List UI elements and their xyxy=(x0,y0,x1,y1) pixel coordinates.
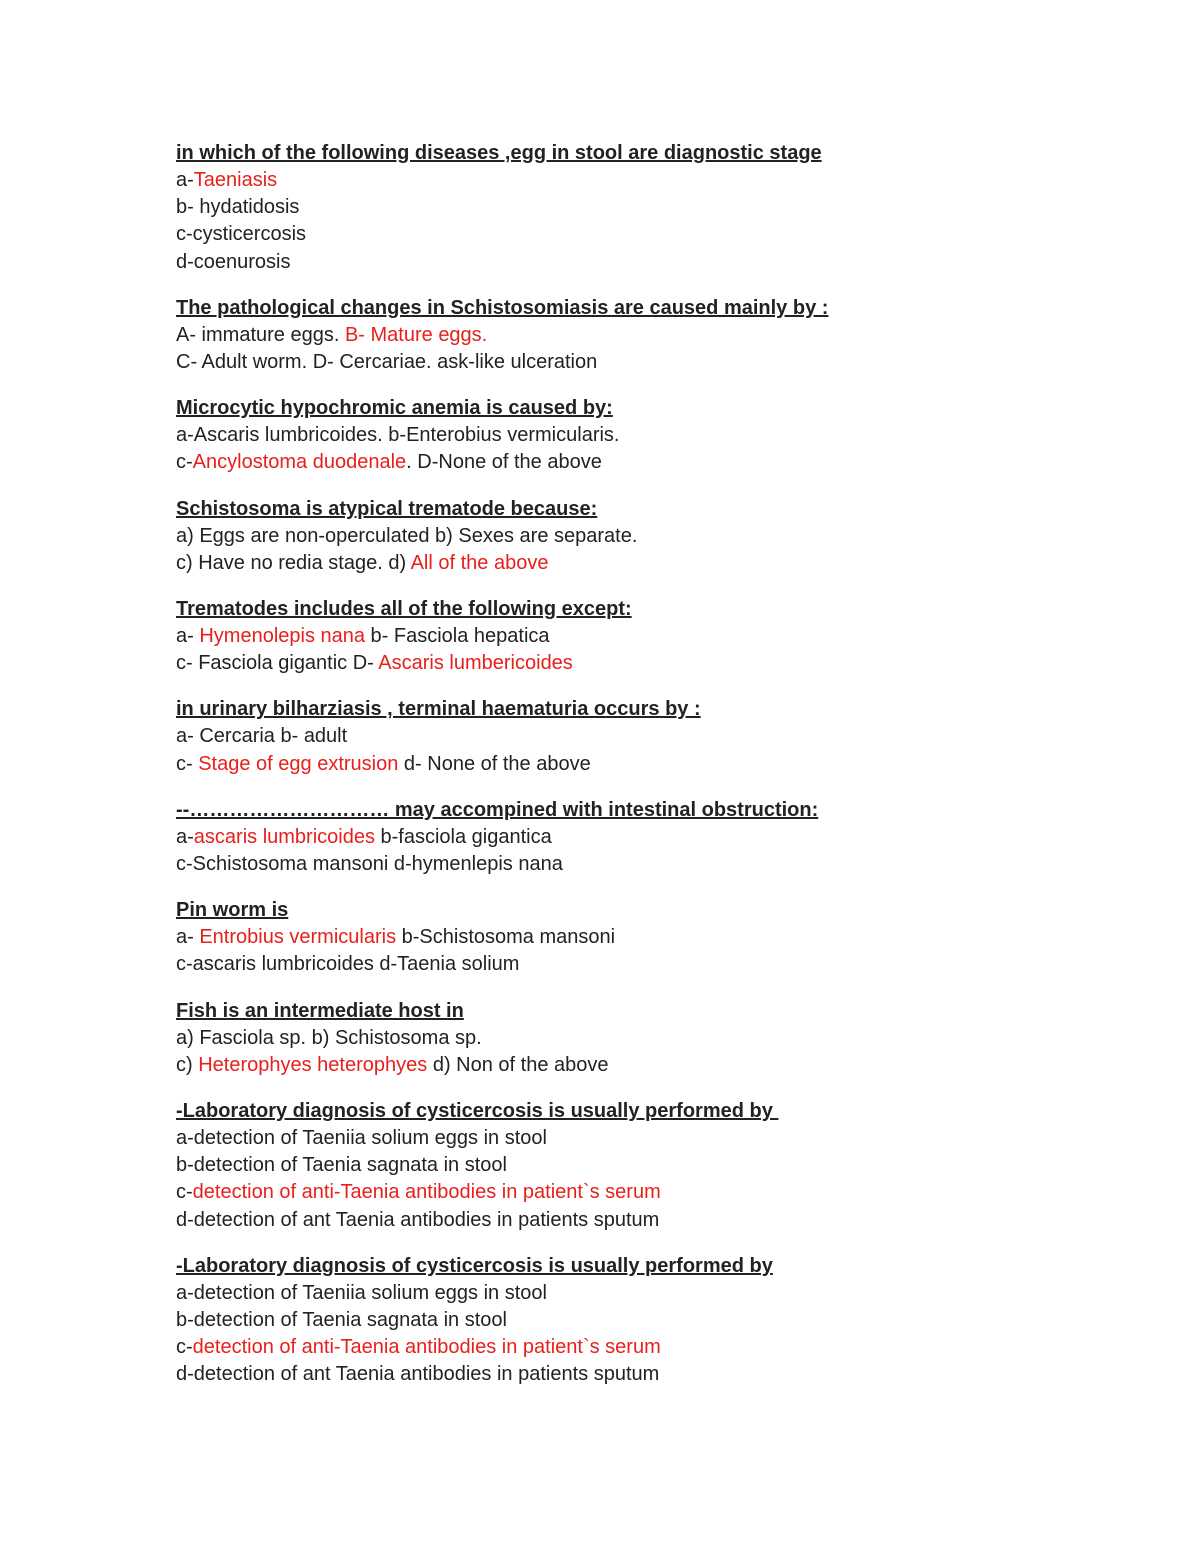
answer-option-line xyxy=(176,550,1036,577)
option-text: c- xyxy=(176,451,193,474)
question-text: Schistosoma is atypical trematode because: xyxy=(176,497,598,520)
answer-option-line xyxy=(176,1334,1036,1361)
option-text: c- xyxy=(176,1181,193,1204)
correct-answer-highlight: Stage of egg extrusion xyxy=(198,752,399,775)
option-text: a- Cercaria b- adult xyxy=(176,725,348,748)
answer-option-line xyxy=(176,723,1036,750)
option-text: c) Have no redia stage. d) xyxy=(176,551,411,574)
question-text: --………………………… may accompined with intestinal obstruction: xyxy=(176,798,819,821)
option-text: c-cysticercosis xyxy=(176,223,307,246)
question-text: -Laboratory diagnosis of cysticercosis is usually performed by xyxy=(176,1100,779,1123)
option-text: a) Eggs are non-operculated b) Sexes are separate. xyxy=(176,524,638,547)
option-text: c- xyxy=(176,752,199,775)
correct-answer-highlight: Ancylostoma duodenale xyxy=(192,451,407,474)
question-block xyxy=(176,496,1036,577)
answer-option-line xyxy=(176,1307,1036,1334)
question-text: in which of the following diseases ,egg in stool are diagnostic stage xyxy=(176,142,822,164)
question-block xyxy=(176,295,1036,376)
answer-option-line xyxy=(176,1207,1036,1234)
answer-option-line xyxy=(176,1280,1036,1307)
correct-answer-highlight: ascaris lumbricoides xyxy=(193,825,375,848)
option-text: a- xyxy=(176,625,200,648)
option-text: d-detection of ant Taenia antibodies in patients sputum xyxy=(176,1363,660,1386)
option-text: b-detection of Taenia sagnata in stool xyxy=(176,1309,507,1332)
option-text: c-ascaris lumbricoides d-Taenia solium xyxy=(176,953,520,976)
question-block xyxy=(176,897,1036,978)
answer-option-line xyxy=(176,1361,1036,1388)
answer-option-line xyxy=(176,924,1036,951)
answer-option-line xyxy=(176,1052,1036,1079)
correct-answer-highlight: detection of anti-Taenia antibodies in patient`s serum xyxy=(192,1181,661,1204)
option-text: b- hydatidosis xyxy=(176,196,300,219)
answer-option-line xyxy=(176,322,1036,349)
answer-option-line xyxy=(176,623,1036,650)
question-block xyxy=(176,1253,1036,1389)
question-text: Trematodes includes all of the following except: xyxy=(176,598,632,621)
answer-option-line xyxy=(176,1179,1036,1206)
correct-answer-highlight: Taeniasis xyxy=(193,169,278,191)
option-text: C- Adult worm. D- Cercariae. ask-like ulceration xyxy=(176,351,598,374)
answer-option-line xyxy=(176,1025,1036,1052)
option-text: c) xyxy=(176,1053,199,1076)
answer-option-line xyxy=(176,221,1036,248)
question-text: in urinary bilharziasis , terminal haematuria occurs by : xyxy=(176,698,701,721)
question-block xyxy=(176,1098,1036,1234)
option-text: c- xyxy=(176,1336,193,1359)
option-text: c- Fasciola gigantic D- xyxy=(176,652,379,675)
option-text: a-Ascaris lumbricoides. b-Enterobius vermicularis. xyxy=(176,424,620,447)
option-text: a) Fasciola sp. b) Schistosoma sp. xyxy=(176,1026,482,1049)
option-text: . D-None of the above xyxy=(406,451,602,474)
answer-option-line xyxy=(176,249,1036,276)
question-block xyxy=(176,395,1036,476)
correct-answer-highlight: Heterophyes heterophyes xyxy=(198,1053,428,1076)
question-text: -Laboratory diagnosis of cysticercosis is usually performed by xyxy=(176,1254,773,1277)
correct-answer-highlight: Hymenolepis nana xyxy=(199,625,365,648)
correct-answer-highlight: detection of anti-Taenia antibodies in patient`s serum xyxy=(192,1336,661,1359)
correct-answer-highlight: All of the above xyxy=(410,551,549,574)
option-text: d-coenurosis xyxy=(176,250,291,273)
question-block xyxy=(176,140,1036,276)
answer-option-line xyxy=(176,523,1036,550)
correct-answer-highlight: B- Mature eggs. xyxy=(344,323,488,346)
answer-option-line xyxy=(176,422,1036,449)
answer-option-line xyxy=(176,951,1036,978)
option-text: d-detection of ant Taenia antibodies in patients sputum xyxy=(176,1208,660,1231)
answer-option-line xyxy=(176,1125,1036,1152)
option-text: b-fasciola gigantica xyxy=(374,825,552,848)
question-text: Fish is an intermediate host in xyxy=(176,999,464,1022)
question-block xyxy=(176,696,1036,777)
question-text: Microcytic hypochromic anemia is caused by: xyxy=(176,397,613,420)
option-text: b-detection of Taenia sagnata in stool xyxy=(176,1154,507,1177)
question-block xyxy=(176,998,1036,1079)
option-text: a- xyxy=(176,825,194,848)
option-text: a- xyxy=(176,926,200,949)
option-text: a-detection of Taeniia solium eggs in stool xyxy=(176,1127,547,1150)
answer-option-line xyxy=(176,449,1036,476)
option-text: c-Schistosoma mansoni d-hymenlepis nana xyxy=(176,853,563,876)
option-text: b-Schistosoma mansoni xyxy=(396,926,616,949)
question-text: The pathological changes in Schistosomiasis are caused mainly by : xyxy=(176,296,829,319)
answer-option-line xyxy=(176,650,1036,677)
answer-option-line xyxy=(176,751,1036,778)
option-text: a-detection of Taeniia solium eggs in stool xyxy=(176,1281,547,1304)
correct-answer-highlight: Ascaris lumbericoides xyxy=(378,652,573,675)
question-block xyxy=(176,596,1036,677)
option-text: d- None of the above xyxy=(398,752,591,775)
option-text: d) Non of the above xyxy=(427,1053,609,1076)
question-block xyxy=(176,797,1036,878)
answer-option-line xyxy=(176,167,1036,194)
question-list xyxy=(176,140,1036,1408)
correct-answer-highlight: Entrobius vermicularis xyxy=(199,926,397,949)
option-text: a- xyxy=(176,169,194,191)
option-text: A- immature eggs. xyxy=(176,323,345,346)
answer-option-line xyxy=(176,824,1036,851)
answer-option-line xyxy=(176,194,1036,221)
answer-option-line xyxy=(176,851,1036,878)
answer-option-line xyxy=(176,1152,1036,1179)
question-text: Pin worm is xyxy=(176,899,289,922)
answer-option-line xyxy=(176,349,1036,376)
option-text: b- Fasciola hepatica xyxy=(365,625,550,648)
